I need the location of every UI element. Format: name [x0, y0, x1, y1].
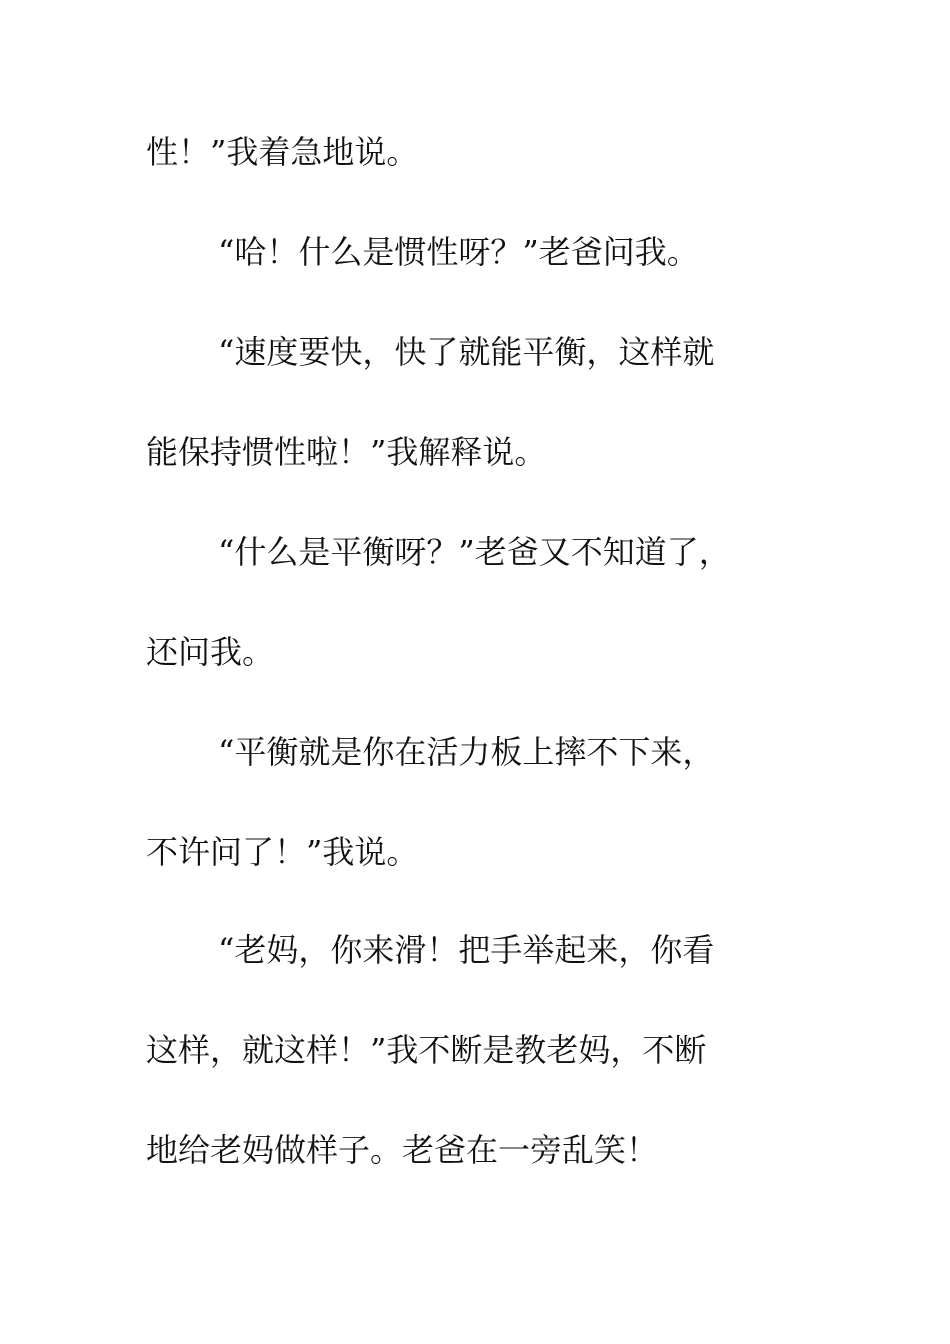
- text-line-1: 性！”我着急地说。: [146, 133, 419, 171]
- text-line-5: “什么是平衡呀？”老爸又不知道了，: [218, 533, 731, 571]
- text-line-11: 地给老妈做样子。老爸在一旁乱笑！: [146, 1131, 659, 1169]
- text-line-8: 不许问了！”我说。: [146, 833, 419, 871]
- text-line-7: “平衡就是你在活力板上摔不下来，: [218, 733, 715, 771]
- text-line-6: 还问我。: [146, 633, 275, 671]
- text-line-3: “速度要快，快了就能平衡，这样就: [218, 333, 715, 371]
- text-line-2: “哈！什么是惯性呀？”老爸问我。: [218, 233, 699, 271]
- text-line-9: “老妈，你来滑！把手举起来，你看: [218, 931, 715, 969]
- text-line-4: 能保持惯性啦！”我解释说。: [146, 433, 547, 471]
- text-line-10: 这样，就这样！”我不断是教老妈，不断: [146, 1031, 707, 1069]
